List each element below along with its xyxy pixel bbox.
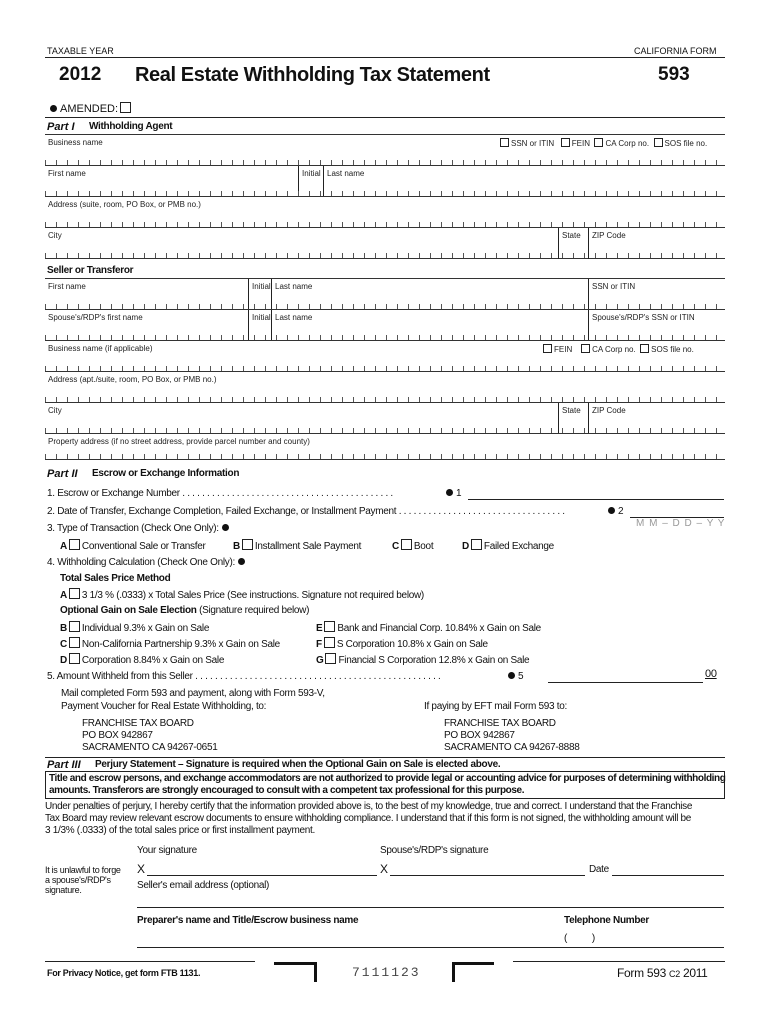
agent-ssn-checkbox[interactable] — [500, 138, 509, 147]
seller-address-label: Address (apt./suite, room, PO Box, or PMB no.) — [48, 375, 217, 384]
penalty-line-3: 3 1/3% (.0333) of the total sales price or first installment payment. — [45, 825, 315, 836]
spouse-initial-label: Initial — [252, 313, 271, 322]
phone-parens: ( ) — [564, 933, 595, 944]
your-sig-x: X — [137, 862, 146, 876]
installment-sale-checkbox[interactable] — [242, 539, 253, 550]
partnership-checkbox[interactable] — [69, 637, 80, 648]
bullet-icon — [608, 507, 615, 514]
seller-business-name-field[interactable] — [45, 340, 725, 371]
forge-warning: It is unlawful to forge a spouse's/RDP's signature. — [45, 865, 121, 895]
seller-id-options: FEIN CA Corp no. SOS file no. — [543, 344, 694, 354]
line3-options: A Conventional Sale or Transfer — [60, 541, 206, 552]
agent-city-field[interactable] — [45, 227, 725, 259]
footer-form-label: Form 593 C2 2011 — [617, 966, 708, 980]
part2-label: Part II — [47, 468, 78, 480]
eft-text: If paying by EFT mail Form 593 to: — [424, 701, 568, 712]
gain-option-f: F S Corporation 10.8% x Gain on Sale — [316, 639, 488, 650]
date-format-hint: M M – D D – Y Y — [636, 518, 726, 529]
line4-text: 4. Withholding Calculation (Check One Only): — [47, 557, 248, 568]
part3-label: Part III — [47, 759, 81, 771]
gain-option-g: G Financial S Corporation 12.8% x Gain on Sale — [316, 655, 530, 666]
seller-state-label: State — [562, 406, 581, 415]
agent-cacorp-checkbox[interactable] — [594, 138, 603, 147]
gain-option-b: B Individual 9.3% x Gain on Sale — [60, 623, 210, 634]
taxable-year-label: TAXABLE YEAR — [47, 46, 114, 56]
penalty-line-2: Tax Board may review relevant escrow documents to ensure withholding compliance. I understand that if this form is not signed, the withholding amount will be — [45, 813, 691, 824]
agent-city-label: City — [48, 231, 62, 240]
option-a-row: A 3 1/3 % (.0333) x Total Sales Price (See instructions. Signature not required below) — [60, 590, 424, 601]
agent-state-label: State — [562, 231, 581, 240]
agent-id-options: SSN or ITIN FEIN CA Corp no. SOS file no. — [500, 138, 707, 148]
gain-option-c: C Non-California Partnership 9.3% x Gain on Sale — [60, 639, 280, 650]
spouse-ssn-label: Spouse's/RDP's SSN or ITIN — [592, 313, 695, 322]
agent-address-label: Address (suite, room, PO Box, or PMB no.) — [48, 200, 201, 209]
financial-s-corp-checkbox[interactable] — [325, 653, 336, 664]
line3-option-c: C Boot — [392, 541, 434, 552]
line1-marker: 1 — [443, 488, 461, 499]
penalty-line-1: Under penalties of perjury, I hereby certify that the information provided above is, to the best of my knowledge, true and correct. I understand that the Franchise — [45, 801, 693, 812]
agent-initial-label: Initial — [302, 169, 321, 178]
seller-business-name-label: Business name (if applicable) — [48, 344, 153, 353]
corporation-checkbox[interactable] — [69, 653, 80, 664]
amended-row — [47, 102, 133, 115]
line5-text: 5. Amount Withheld from this Seller . . . . . . . . . . . . . . . . . . . . . . . . . . . . . . . . . . . . . . . . . . . . . . . . . . — [47, 671, 441, 682]
mail-address-right: FRANCHISE TAX BOARD PO BOX 942867 SACRAMENTO CA 94267-8888 — [444, 718, 580, 753]
line3-option-d: D Failed Exchange — [462, 541, 554, 552]
agent-last-name-label: Last name — [327, 169, 365, 178]
date-label: Date — [589, 864, 609, 875]
bullet-icon — [508, 672, 515, 679]
warning-line-1: Title and escrow persons, and exchange accommodators are not authorized to provide legal or accounting advice for purposes of determining withholding — [49, 773, 726, 784]
california-form-label: CALIFORNIA FORM — [634, 46, 717, 56]
form-title: Real Estate Withholding Tax Statement — [135, 64, 490, 86]
total-sales-checkbox[interactable] — [69, 588, 80, 599]
bullet-icon — [446, 489, 453, 496]
property-address-label: Property address (if no street address, provide parcel number and county) — [48, 437, 310, 446]
seller-initial-label: Initial — [252, 282, 271, 291]
line3-option-b: B Installment Sale Payment — [233, 541, 362, 552]
agent-sos-checkbox[interactable] — [654, 138, 663, 147]
mail-address-left: FRANCHISE TAX BOARD PO BOX 942867 SACRAMENTO CA 94267-0651 — [82, 718, 218, 753]
escrow-number-input[interactable] — [468, 498, 724, 500]
spouse-signature-input[interactable] — [390, 874, 585, 876]
amended-label: AMENDED: — [60, 103, 119, 115]
boot-checkbox[interactable] — [401, 539, 412, 550]
email-input[interactable] — [137, 906, 724, 908]
spouse-first-name-label: Spouse's/RDP's first name — [48, 313, 143, 322]
privacy-notice: For Privacy Notice, get form FTB 1131. — [47, 968, 201, 978]
preparer-input[interactable] — [137, 946, 724, 948]
line2-text: 2. Date of Transfer, Exchange Completion, Failed Exchange, or Installment Payment . . . . . . . . . . . . . . . . . . . . . . . . . . . . . . . . . . — [47, 506, 565, 517]
bank-financial-checkbox[interactable] — [324, 621, 335, 632]
seller-fein-checkbox[interactable] — [543, 344, 552, 353]
agent-fein-checkbox[interactable] — [561, 138, 570, 147]
amount-cents: 00 — [705, 668, 717, 680]
part1-label: Part I — [47, 121, 75, 133]
gain-option-d: D Corporation 8.84% x Gain on Sale — [60, 655, 225, 666]
phone-label: Telephone Number — [564, 915, 650, 926]
spouse-name-field[interactable] — [45, 309, 725, 340]
seller-city-label: City — [48, 406, 62, 415]
total-sales-heading: Total Sales Price Method — [60, 573, 171, 584]
seller-city-field[interactable] — [45, 402, 725, 433]
s-corp-checkbox[interactable] — [324, 637, 335, 648]
amount-withheld-input[interactable] — [548, 681, 703, 683]
agent-business-name-label: Business name — [48, 138, 103, 147]
email-label: Seller's email address (optional) — [137, 880, 270, 891]
your-signature-label: Your signature — [137, 845, 197, 856]
form-year: 2012 — [59, 64, 102, 85]
mail-text-1: Mail completed Form 593 and payment, along with Form 593-V, — [61, 688, 325, 699]
bullet-icon — [222, 524, 229, 531]
seller-last-name-label: Last name — [275, 282, 313, 291]
seller-first-name-label: First name — [48, 282, 86, 291]
individual-checkbox[interactable] — [69, 621, 80, 632]
property-address-field[interactable] — [45, 433, 725, 460]
seller-address-field[interactable] — [45, 371, 725, 402]
preparer-label: Preparer's name and Title/Escrow business name — [137, 915, 359, 926]
line5-marker: 5 — [505, 671, 523, 682]
form-number: 593 — [658, 64, 690, 85]
seller-name-field[interactable] — [45, 278, 725, 309]
warning-box — [45, 771, 725, 799]
mail-text-2: Payment Voucher for Real Estate Withholding, to: — [61, 701, 267, 712]
agent-first-name-label: First name — [48, 169, 86, 178]
line2-marker: 2 — [605, 506, 623, 517]
optional-gain-heading: Optional Gain on Sale Election (Signature required below) — [60, 605, 310, 616]
line3-text: 3. Type of Transaction (Check One Only): — [47, 523, 232, 534]
agent-zip-label: ZIP Code — [592, 231, 626, 240]
your-signature-input[interactable] — [147, 874, 377, 876]
agent-address-field[interactable] — [45, 196, 725, 227]
part1-heading: Withholding Agent — [89, 121, 173, 132]
seller-heading: Seller or Transferor — [47, 265, 134, 276]
conventional-sale-checkbox[interactable] — [69, 539, 80, 550]
failed-exchange-checkbox[interactable] — [471, 539, 482, 550]
line1-text: 1. Escrow or Exchange Number . . . . . . . . . . . . . . . . . . . . . . . . . . . . . . . . . . . . . . . . . . . — [47, 488, 393, 499]
seller-cacorp-checkbox[interactable] — [581, 344, 590, 353]
agent-name-field[interactable] — [45, 165, 725, 196]
part2-heading: Escrow or Exchange Information — [92, 468, 240, 479]
agent-business-name-field[interactable] — [45, 134, 725, 165]
amended-checkbox[interactable] — [120, 102, 131, 113]
seller-sos-checkbox[interactable] — [640, 344, 649, 353]
warning-line-2: amounts. Transferors are strongly encouraged to consult with a competent tax professional for this purpose. — [49, 785, 525, 796]
spouse-last-name-label: Last name — [275, 313, 313, 322]
bullet-icon — [238, 558, 245, 565]
gain-option-e: E Bank and Financial Corp. 10.84% x Gain on Sale — [316, 623, 541, 634]
seller-ssn-label: SSN or ITIN — [592, 282, 636, 291]
spouse-sig-x: X — [380, 862, 389, 876]
spouse-signature-label: Spouse's/RDP's signature — [380, 845, 489, 856]
signature-date-input[interactable] — [612, 874, 724, 876]
form-code: 7111123 — [352, 965, 421, 980]
required-bullet-icon — [50, 105, 57, 112]
seller-zip-label: ZIP Code — [592, 406, 626, 415]
part3-heading: Perjury Statement – Signature is required when the Optional Gain on Sale is elected above. — [95, 759, 501, 770]
